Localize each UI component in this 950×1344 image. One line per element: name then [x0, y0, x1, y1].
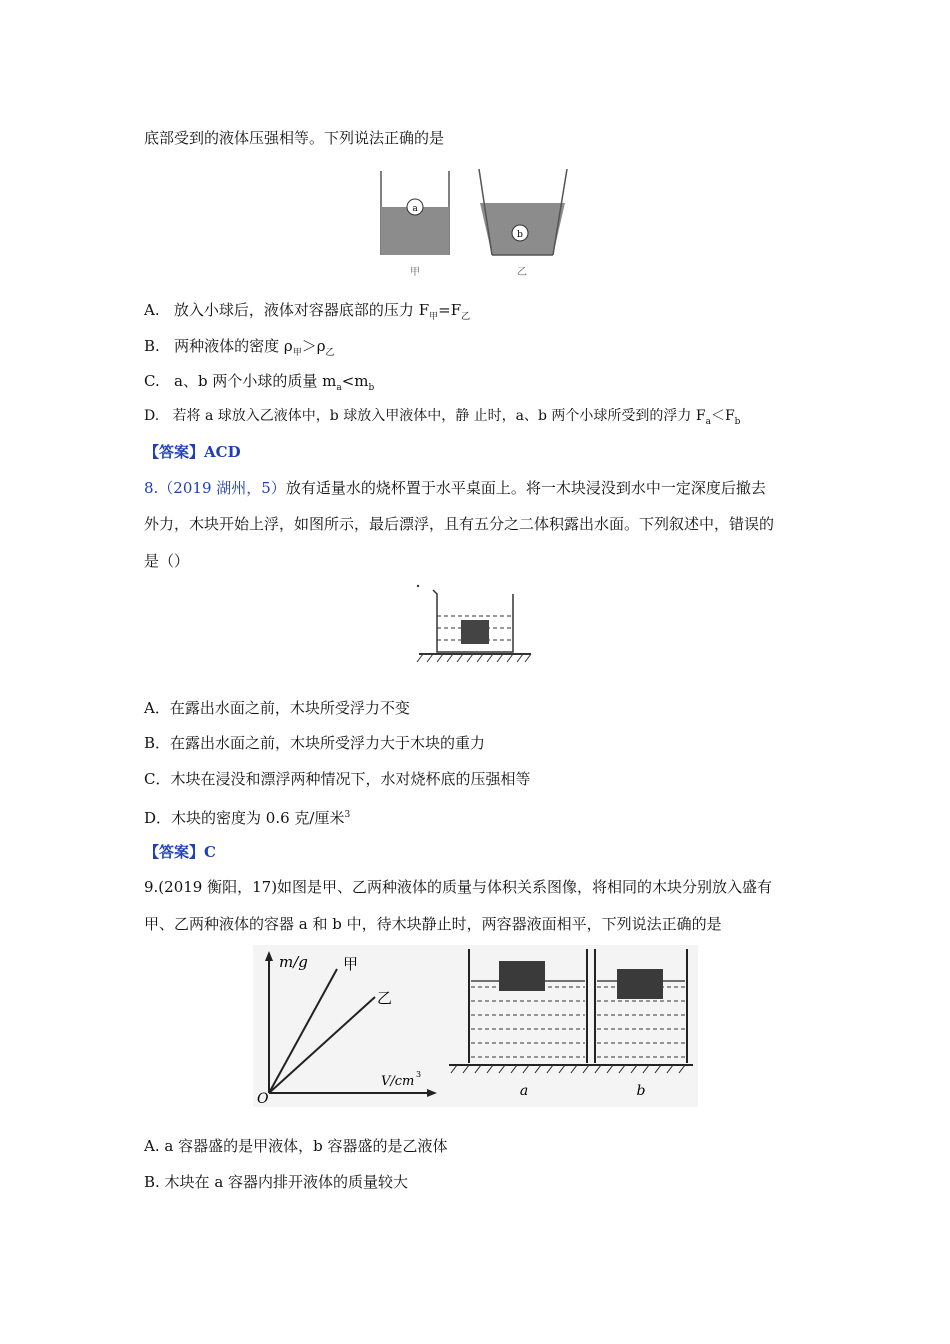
q7-option-b: B. 两种液体的密度 $\rho_甲>\rho_乙$ [144, 337, 335, 358]
q9-option-a: A. a 容器盛的是甲液体，b 容器盛的是乙液体 [144, 1137, 448, 1155]
graph-ylabel: m/g [279, 953, 308, 971]
series-jia-label: 甲 [343, 955, 359, 973]
series-yi-label: 乙 [377, 989, 393, 1007]
block-b [617, 969, 663, 999]
q7-option-c: C. a、b 两个小球的质量 $m_a<m_b$ [144, 372, 375, 393]
q7-figure [375, 163, 575, 283]
q9-stem-line1: 9.(2019 衡阳，17)如图是甲、乙两种液体的质量与体积关系图像，将相同的木块分别放入盛有 [144, 878, 773, 896]
container-b-label: b [636, 1083, 646, 1099]
q8-option-a: A．在露出水面之前，木块所受浮力不变 [144, 699, 410, 717]
fig-label-yi: 乙 [517, 267, 527, 278]
q7-option-d: D. 若将 a 球放入乙液体中，b 球放入甲液体中，静 止时，a、b 两个小球所受到的浮力 $F_a<F_b$ [144, 408, 741, 427]
wood-block [461, 620, 489, 644]
q8-stem-line1: 8.（2019 湖州，5）放有适量水的烧杯置于水平桌面上。将一木块浸没到水中一定深度后撤去 [144, 479, 766, 497]
block-a [499, 961, 545, 991]
q9-head: 9.(2019 衡阳，17) [144, 878, 278, 896]
q8-head: 8.（2019 湖州，5） [144, 479, 286, 497]
q9-option-b: B. 木块在 a 容器内排开液体的质量较大 [144, 1173, 409, 1191]
q8-option-b: B．在露出水面之前，木块所受浮力大于木块的重力 [144, 734, 486, 752]
graph-xlabel: V/cm [381, 1074, 415, 1089]
ball-b-label: b [517, 230, 523, 240]
q7-answer: 【答案】ACD [144, 443, 241, 461]
graph-xlabel-sup: 3 [416, 1070, 422, 1079]
q9-stem-line2: 甲、乙两种液体的容器 a 和 b 中，待木块静止时，两容器液面相平，下列说法正确的是 [144, 915, 722, 933]
q8-beaker-figure [415, 582, 535, 670]
q7-stem-tail: 底部受到的液体压强相等。下列说法正确的是 [144, 129, 445, 147]
q8-option-d: D．木块的密度为 0.6 克/厘米$^3$ [144, 809, 351, 827]
q8-option-c: C．木块在浸没和漂浮两种情况下，水对烧杯底的压强相等 [144, 770, 531, 788]
q8-stem-line2: 外力，木块开始上浮，如图所示，最后漂浮，且有五分之二体积露出水面。下列叙述中，错误的 [144, 515, 775, 533]
fig-label-jia: 甲 [410, 267, 420, 278]
ball-a-label: a [412, 204, 418, 214]
q9-figure [253, 945, 698, 1107]
q8-stem-line3: 是（） [144, 552, 190, 570]
container-a-label: a [519, 1083, 529, 1099]
graph-origin: O [257, 1091, 269, 1107]
q8-answer: 【答案】C [144, 843, 216, 861]
q7-option-a: A. 放入小球后，液体对容器底部的压力 $F_甲=F_乙$ [144, 301, 471, 322]
